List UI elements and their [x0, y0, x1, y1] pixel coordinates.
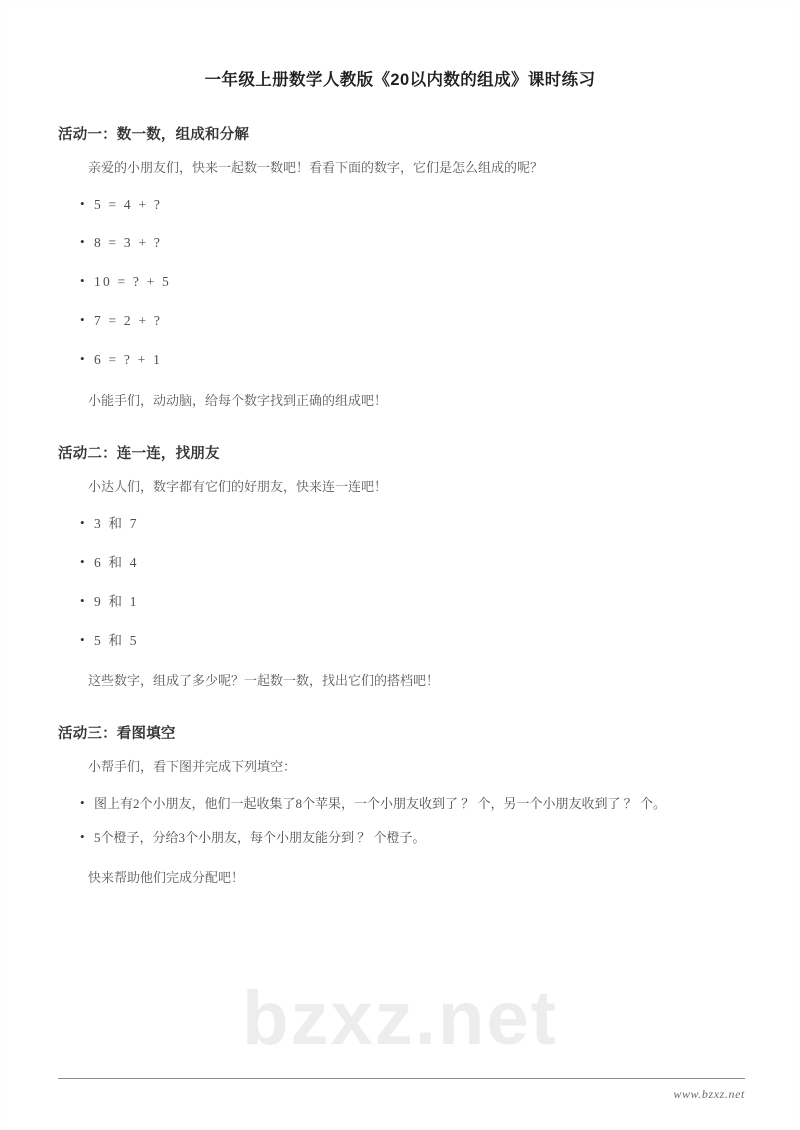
list-item: • 5 和 5 [80, 631, 742, 652]
section-heading-activity-2: 活动二：连一连，找朋友 [58, 445, 220, 462]
list-activity-3 [58, 794, 742, 848]
section-activity-2 [58, 442, 742, 692]
list-activity-1 [58, 195, 742, 372]
footer-divider [58, 1078, 745, 1079]
list-item: • 3 和 7 [80, 514, 742, 535]
section-outro-activity-1: 小能手们，动动脑，给每个数字找到正确的组成吧！ [88, 393, 388, 409]
section-outro-activity-3: 快来帮助他们完成分配吧！ [88, 870, 245, 886]
list-item: • 6 和 4 [80, 553, 742, 574]
footer-url: www.bzxz.net [673, 1087, 745, 1101]
section-activity-1 [58, 123, 742, 412]
section-intro-activity-2: 小达人们，数字都有它们的好朋友，快来连一连吧！ [88, 478, 388, 494]
list-item: • 10 = ? + 5 [80, 272, 742, 293]
list-item: • 5个橙子，分给3个小朋友，每个小朋友能分到 ？ 个橙子。 [80, 828, 742, 848]
section-intro-activity-1: 亲爱的小朋友们，快来一起数一数吧！看看下面的数字，它们是怎么组成的呢？ [88, 159, 544, 175]
list-item: • 图上有2个小朋友，他们一起收集了8个苹果，一个小朋友收到了 ？ 个，另一个小朋友收到了 ？ 个。 [80, 794, 742, 814]
list-item: • 6 = ? + 1 [80, 350, 742, 371]
page-title: 一年级上册数学人教版《20以内数的组成》课时练习 [204, 71, 596, 89]
section-outro-activity-2: 这些数字，组成了多少呢？一起数一数，找出它们的搭档吧！ [88, 673, 440, 689]
list-item: • 7 = 2 + ? [80, 311, 742, 332]
list-item: • 5 = 4 + ? [80, 195, 742, 216]
list-item: • 8 = 3 + ? [80, 233, 742, 254]
section-heading-activity-1: 活动一：数一数，组成和分解 [58, 126, 250, 143]
section-heading-activity-3: 活动三：看图填空 [58, 726, 176, 743]
list-item: • 9 和 1 [80, 592, 742, 613]
list-activity-2 [58, 514, 742, 652]
page-footer [58, 1078, 745, 1102]
watermark-bzxz: bzxz.net [242, 976, 558, 1061]
section-activity-3 [58, 722, 742, 889]
section-intro-activity-3: 小帮手们，看下图并完成下列填空： [88, 759, 297, 775]
